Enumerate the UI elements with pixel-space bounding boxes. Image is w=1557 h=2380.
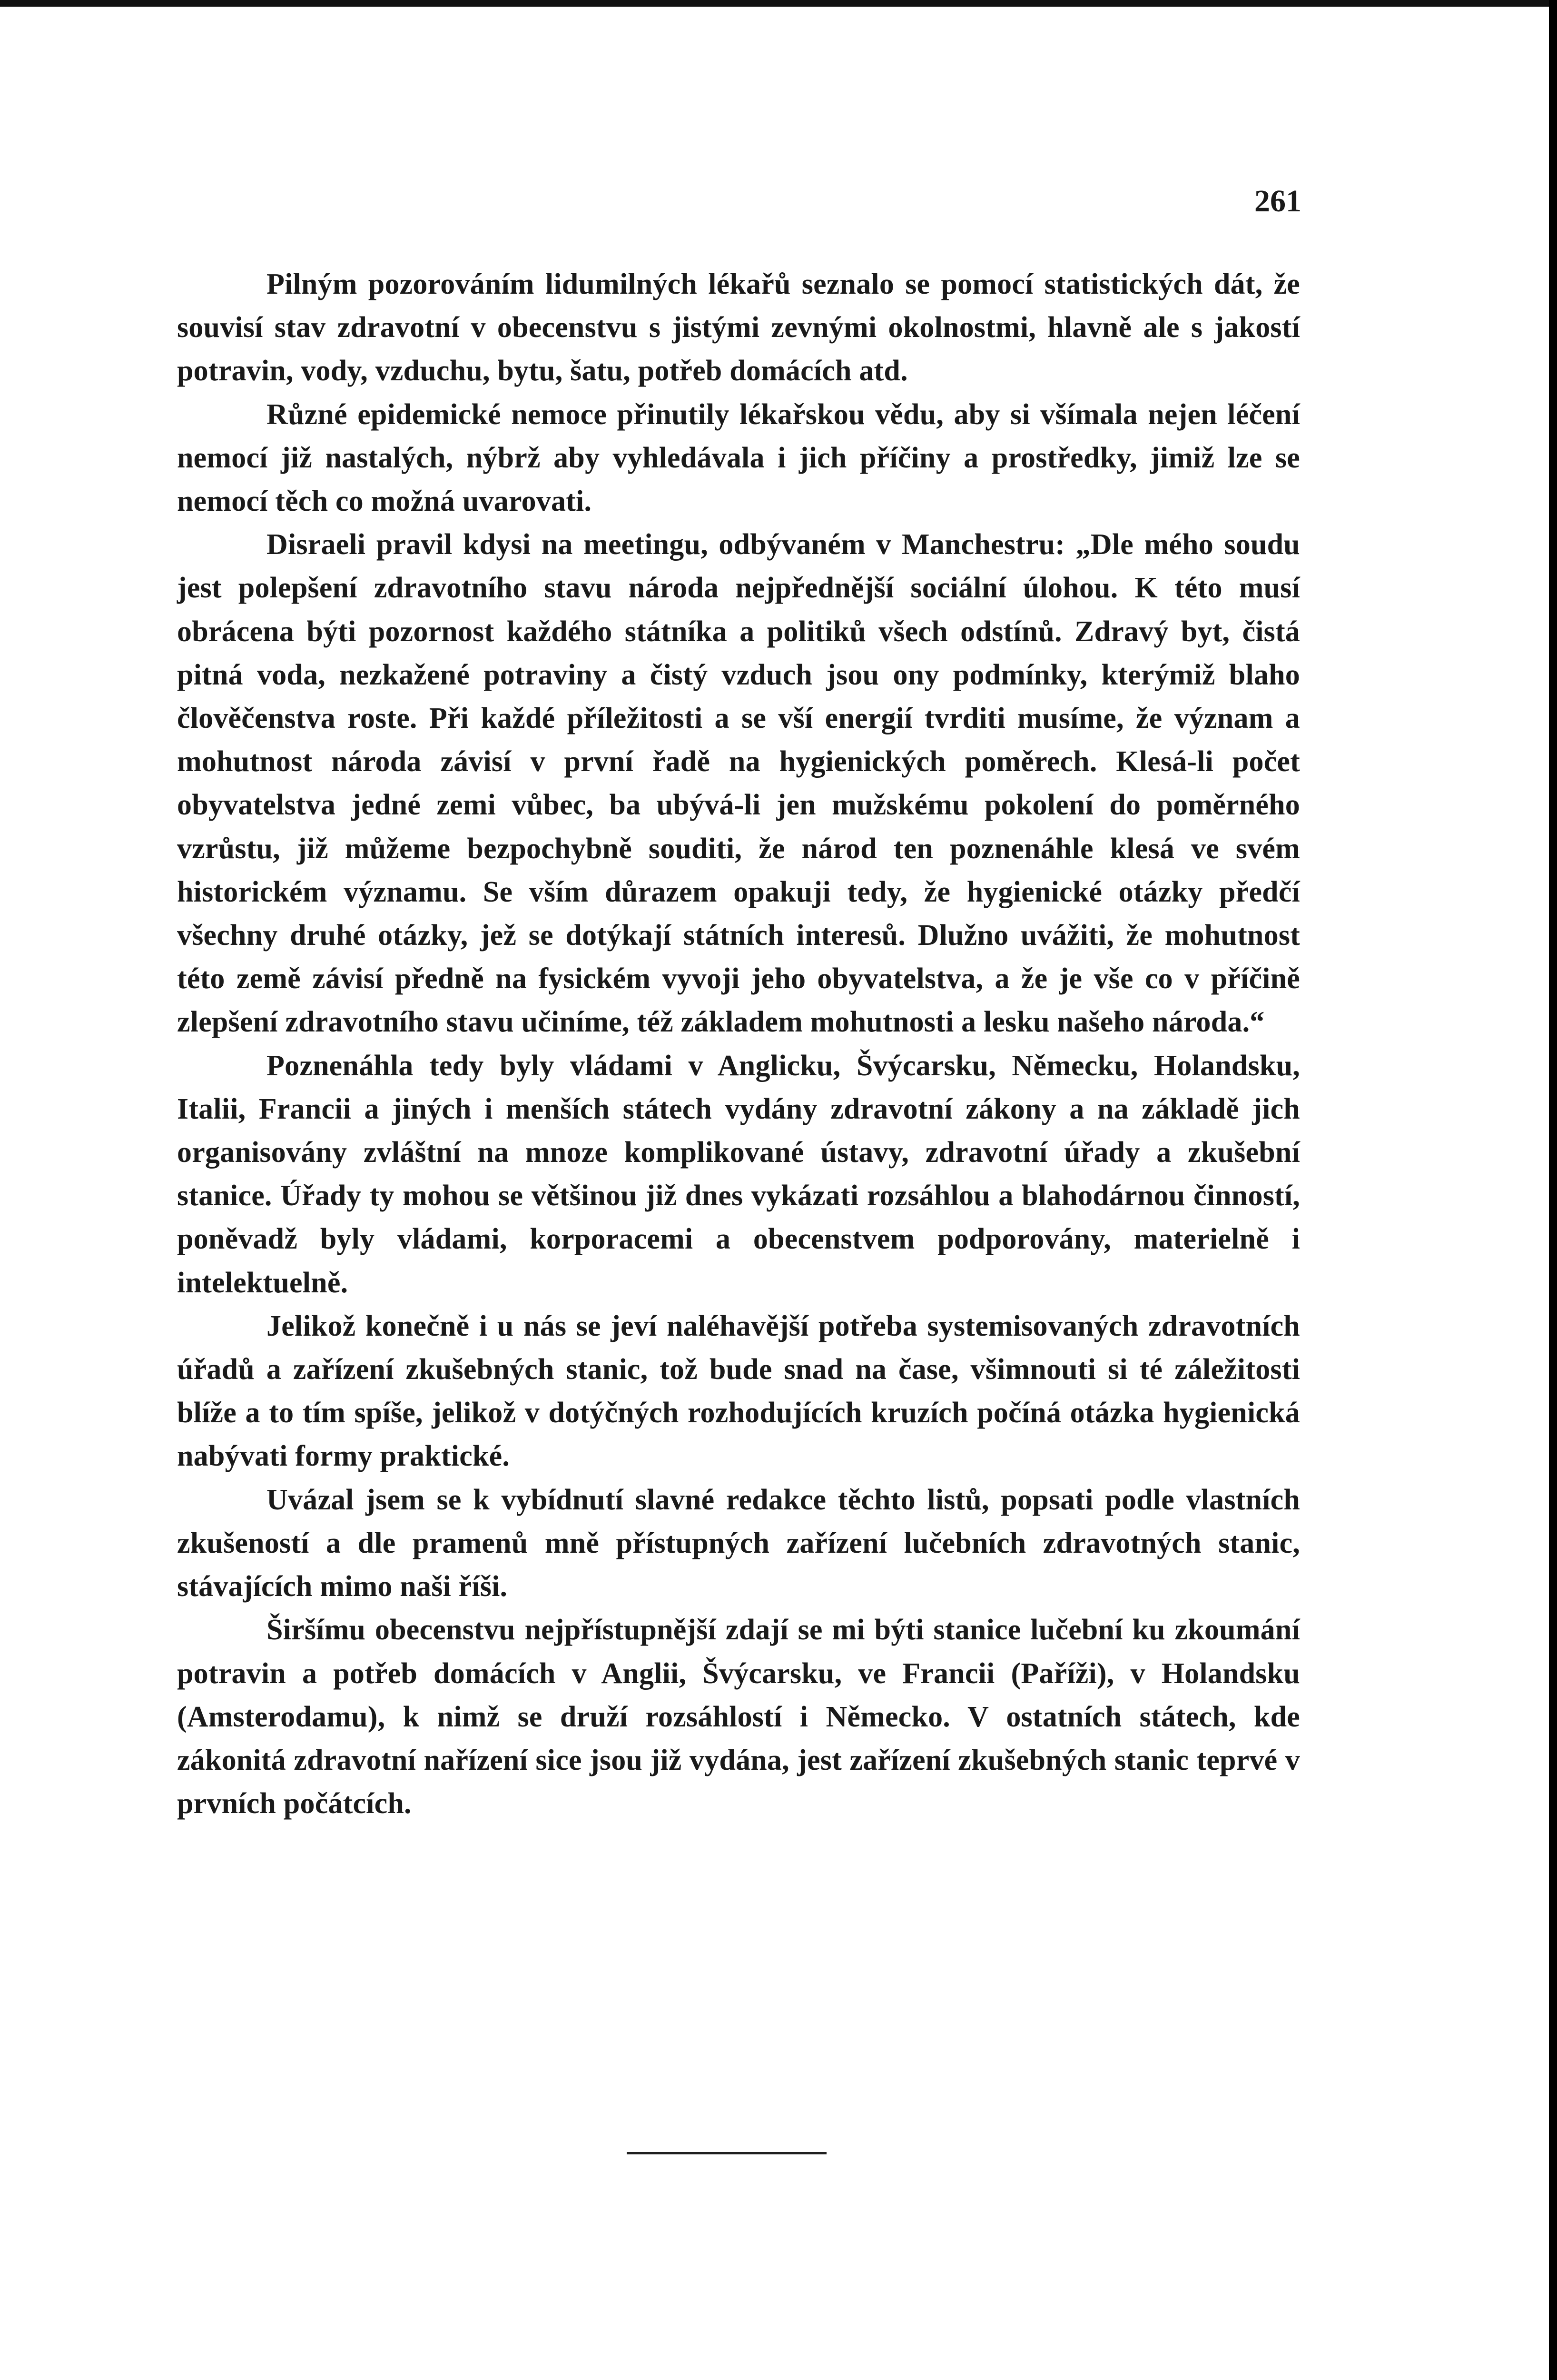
paragraph-disraeli-quote: Disraeli pravil kdysi na meetingu, odbývaném v Manchestru: „Dle mého soudu jest polepšení zdravotního stavu národa nejpřednější sociální úlohou. K této musí obrácena býti pozornost každého státníka a politiků všech odstínů. Zdravý byt, čistá pitná voda, nezkažené potraviny a čistý vzduch jsou ony podmínky, kterýmiž blaho člověčenstva roste. Při každé příležitosti a se vší energií tvrditi musíme, že význam a mohutnost národa závisí v první řadě na hygienických poměrech. Klesá-li počet obyvatelstva jedné zemi vůbec, ba ubývá-li jen mužskému pokolení do poměrného vzrůstu, již můžeme bezpochybně souditi, že národ ten poznenáhle klesá ve svém historickém významu. Se vším důrazem opakuji tedy, že hygienické otázky předčí všechny druhé otázky, jež se dotýkají státních interesů. Dlužno uvážiti, že mohutnost této země závisí předně na fysickém vyvoji jeho obyvatelstva, a že je vše co v příčině zlepšení zdravotního stavu učiníme, též základem mohutnosti a lesku našeho národa.“ — [177, 528, 1300, 1039]
paragraph-editorial-request: Uvázal jsem se k vybídnutí slavné redakce těchto listů, popsati podle vlastních zkušeností a dle pramenů mně přístupných zařízení lučebních zdravotných stanic, stávajících mimo naši říši. — [177, 1483, 1300, 1603]
body-text — [177, 263, 1300, 1825]
section-divider-rule — [627, 2152, 827, 2154]
scan-top-edge — [0, 0, 1549, 7]
paragraph-statistics: Pilným pozorováním lidumilných lékařů seznalo se pomocí statistických dát, že souvisí stav zdravotní v obecenstvu s jistými zevnými okolnostmi, hlavně ale s jakostí potravin, vody, vzduchu, bytu, šatu, potřeb domácích atd. — [177, 268, 1300, 387]
page-number: 261 — [1254, 184, 1301, 218]
paragraph-foreign-stations: Širšímu obecenstvu nejpřístupnější zdají se mi býti stanice lučební ku zkoumání potravin a potřeb domácích v Anglii, Švýcarsku, ve Francii (Paříži), v Holandsku (Amsterodamu), k nimž se druží rozsáhlostí i Německo. V ostatních státech, kde zákonitá zdravotní nařízení sice jsou již vydána, jest zařízení zkušebných stanic teprvé v prvních počátcích. — [177, 1614, 1300, 1820]
paragraph-local-need: Jelikož konečně i u nás se jeví naléhavější potřeba systemisovaných zdravotních úřadů a zařízení zkušebných stanic, tož bude snad na čase, všimnouti si té záležitosti blíže a to tím spíše, jelikož v dotýčných rozhodujících kruzích počíná otázka hygienická nabývati formy praktické. — [177, 1309, 1300, 1473]
scan-right-border — [1549, 0, 1557, 2380]
paragraph-health-laws: Poznenáhla tedy byly vládami v Anglicku, Švýcarsku, Německu, Holandsku, Italii, Francii a jiných i menších státech vydány zdravotní zákony a na základě jich organisovány zvláštní na mnoze komplikované ústavy, zdravotní úřady a zkušební stanice. Úřady ty mohou se většinou již dnes vykázati rozsáhlou a blahodárnou činností, poněvadž byly vládami, korporacemi a obecenstvem podporovány, materielně i intelektuelně. — [177, 1049, 1300, 1299]
paragraph-epidemics: Různé epidemické nemoce přinutily lékařskou vědu, aby si všímala nejen léčení nemocí již nastalých, nýbrž aby vyhledávala i jich příčiny a prostředky, jimiž lze se nemocí těch co možná uvarovati. — [177, 398, 1300, 518]
